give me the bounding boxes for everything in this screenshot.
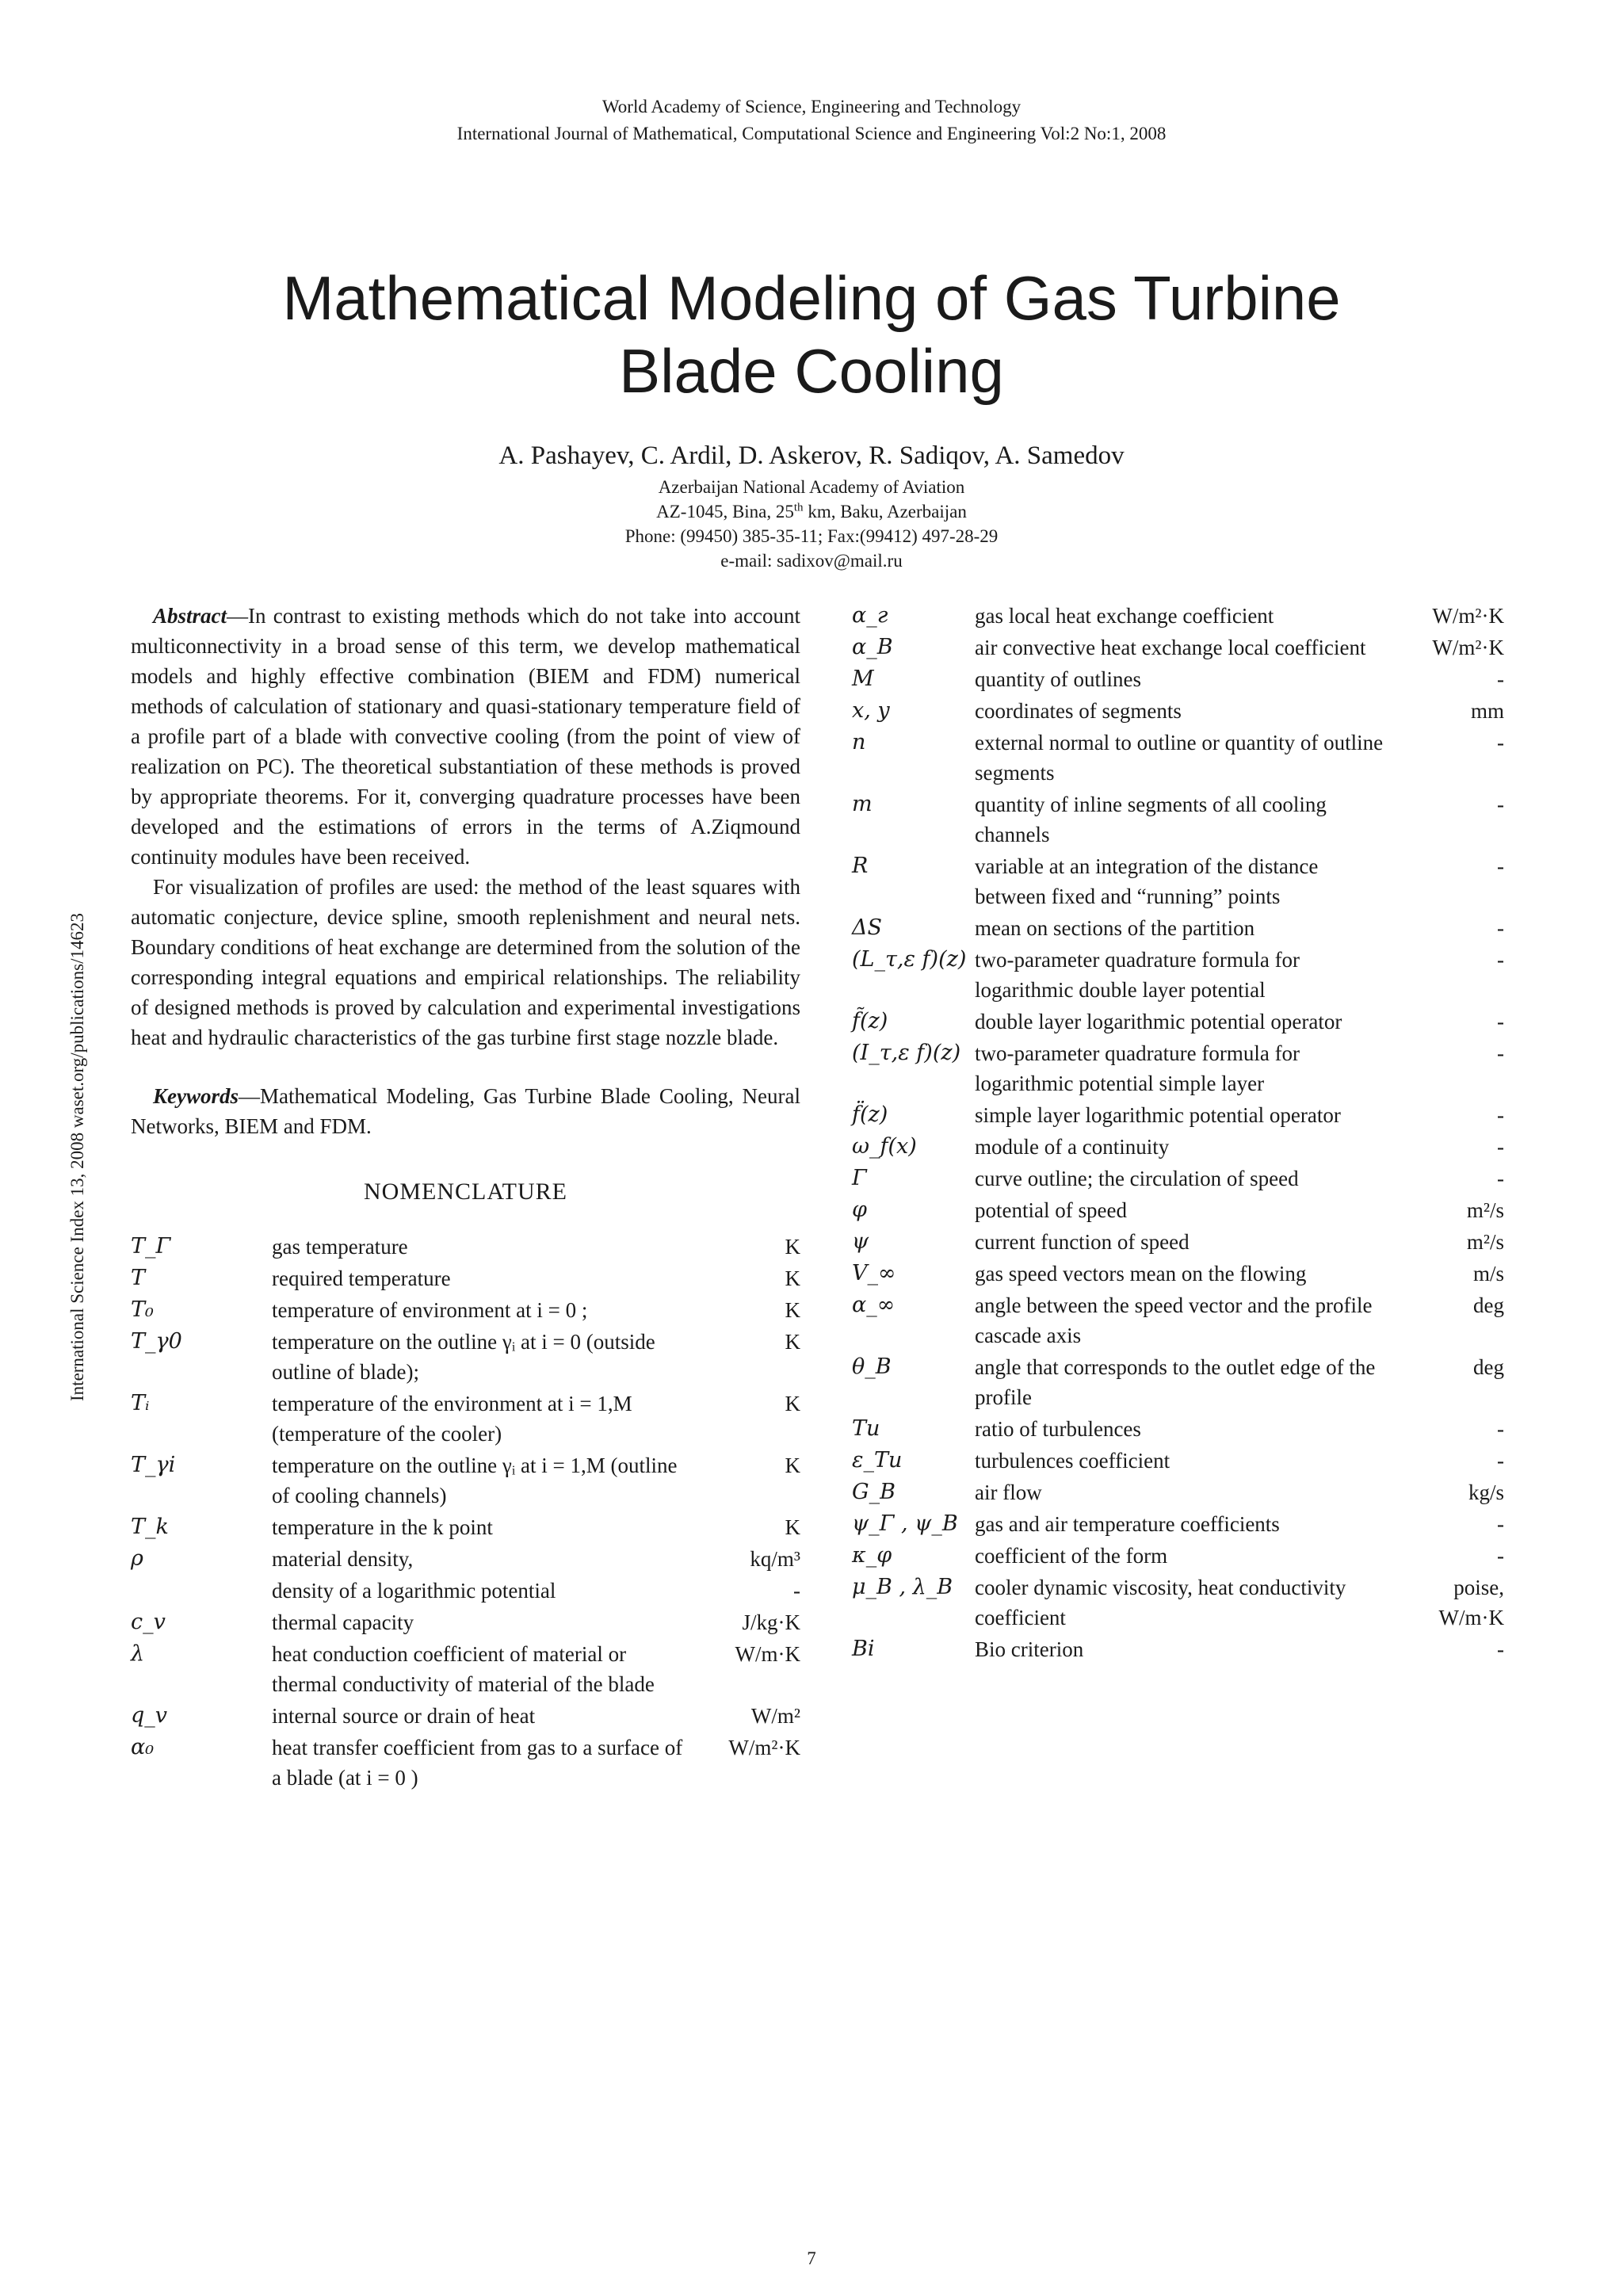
nomenclature-unit: - [1497,1103,1504,1127]
nomenclature-sym: T_k [131,1515,169,1539]
nomenclature-sym: ΔS [852,915,882,940]
nomenclature-desc: module of a continuity [975,1135,1170,1159]
nomenclature-sym: Tᵢ [131,1391,150,1415]
nomenclature-unit: K [785,1392,800,1415]
nomenclature-desc: temperature on the outline γᵢ at i = 0 (outside outline of blade); [272,1330,655,1384]
nomenclature-row [852,1414,1504,1444]
nomenclature-desc: temperature of the environment at i = 1,M (temperature of the cooler) [272,1392,632,1446]
nomenclature-desc: heat transfer coefficient from gas to a surface of a blade (at i = 0 ) [272,1736,683,1790]
nomenclature-row [131,1733,800,1793]
nomenclature-unit: - [1497,916,1504,940]
nomenclature-sym: f̃(z) [852,1009,888,1033]
nomenclature-desc: gas temperature [272,1235,408,1259]
nomenclature-desc: required temperature [272,1266,451,1290]
journal-header-line1: World Academy of Science, Engineering and Technology [601,97,1022,117]
nomenclature-desc: simple layer logarithmic potential operator [975,1103,1341,1127]
nomenclature-sym: Γ [852,1166,867,1190]
nomenclature-row [852,696,1504,726]
nomenclature-row [131,1512,800,1542]
nomenclature-unit: - [1497,731,1504,755]
nomenclature-sym: R [852,854,869,878]
nomenclature-row [852,1572,1504,1633]
nomenclature-desc: turbulences coefficient [975,1449,1170,1473]
nomenclature-unit: - [1497,1135,1504,1159]
nomenclature-desc: material density, [272,1547,414,1571]
nomenclature-unit: - [793,1579,800,1603]
nomenclature-row [131,1232,800,1262]
nomenclature-unit: K [785,1515,800,1539]
nomenclature-unit: - [1497,1544,1504,1568]
nomenclature-row [852,913,1504,943]
nomenclature-sym: φ [852,1198,867,1222]
nomenclature-sym: x, y [852,698,890,723]
nomenclature-desc: two-parameter quadrature formula for logarithmic potential simple layer [975,1041,1300,1095]
nomenclature-row [852,1195,1504,1225]
nomenclature-row [852,1352,1504,1412]
nomenclature-sym: n [852,730,866,755]
nomenclature-desc: temperature in the k point [272,1515,493,1539]
paper-title-line2: Blade Cooling [619,336,1004,406]
nomenclature-desc: curve outline; the circulation of speed [975,1167,1299,1190]
nomenclature-row [131,1295,800,1325]
abstract-paragraph-2: For visualization of profiles are used: the method of the least squares with automatic conjecture, device spline, smooth replenishment and neural nets. Boundary conditions of heat exchange are determined from the solution of the corresponding integral equations and empirical relationships. The reliability of designed methods is proved by calculation and experimental investigations heat and hydraulic characteristics of the gas turbine first stage nozzle blade. [131,875,800,1049]
nomenclature-desc: mean on sections of the partition [975,916,1255,940]
nomenclature-unit: - [1497,1041,1504,1065]
nomenclature-row [131,1607,800,1637]
nomenclature-unit: W/m·K [735,1642,800,1666]
nomenclature-sym: f̈(z) [852,1102,888,1127]
nomenclature-unit: - [1497,1010,1504,1033]
affiliation-address [0,499,1623,524]
nomenclature-left-list [131,1232,800,1793]
nomenclature-sym: μ_B , λ_B [852,1575,953,1599]
nomenclature-unit: J/kg·K [742,1610,800,1634]
nomenclature-row [852,1290,1504,1350]
nomenclature-desc: variable at an integration of the distance between fixed and “running” points [975,854,1319,908]
nomenclature-unit: kg/s [1468,1480,1504,1504]
affiliation-phone: Phone: (99450) 385-35-11; Fax:(99412) 497-28-29 [624,526,999,546]
nomenclature-desc: gas speed vectors mean on the flowing [975,1262,1307,1286]
nomenclature-sym: ψ [852,1229,869,1254]
nomenclature-sym: ε_Tu [852,1448,903,1473]
address-post: km, Baku, Azerbaijan [803,502,967,521]
paper-title [0,262,1623,407]
nomenclature-sym: λ [131,1641,145,1666]
keywords-label: Keywords [153,1084,239,1108]
nomenclature-unit: - [1497,1512,1504,1536]
nomenclature-row [852,1100,1504,1130]
nomenclature-sym: m [852,792,873,816]
page-number: 7 [807,2248,816,2268]
nomenclature-row [852,1038,1504,1098]
nomenclature-desc: quantity of inline segments of all cooling channels [975,793,1327,846]
nomenclature-unit: - [1497,793,1504,816]
nomenclature-desc: temperature on the outline γᵢ at i = 1,M (outline of cooling channels) [272,1454,678,1507]
nomenclature-row [131,1450,800,1511]
nomenclature-sym: α_B [852,635,893,659]
nomenclature-sym: ψ_Γ , ψ_B [852,1511,958,1536]
nomenclature-unit: - [1497,854,1504,878]
nomenclature-sym: M [852,667,874,691]
nomenclature-sym: T_γ0 [131,1329,182,1354]
nomenclature-sym: Bi [852,1637,875,1661]
nomenclature-unit: m²/s [1466,1230,1504,1254]
nomenclature-sym: (L_τ,ε f)(z) [852,947,967,972]
nomenclature-sym: (I_τ,ε f)(z) [852,1041,961,1065]
nomenclature-row [852,632,1504,663]
nomenclature-unit: - [1497,1167,1504,1190]
nomenclature-sym: c_v [131,1610,166,1634]
nomenclature-unit: m/s [1472,1262,1504,1286]
nomenclature-row [131,1327,800,1387]
nomenclature-unit: - [1497,1417,1504,1441]
nomenclature-row [131,1701,800,1731]
nomenclature-desc: gas and air temperature coefficients [975,1512,1280,1536]
nomenclature-row [852,1163,1504,1194]
nomenclature-unit: - [1497,1637,1504,1661]
nomenclature-row [852,851,1504,911]
nomenclature-sym: Tu [852,1416,880,1441]
abstract-text: —In contrast to existing methods which do not take into account multiconnectivity in a broad sense of this term, we develop mathematical models and highly effective combination (BIEM and FDM) numerical methods of calculation of stationary and quasi-stationary temperature field of a profile part of a blade with convective cooling (from the point of view of realization on PC). The theoretical substantiation of these methods is proved by appropriate theorems. For it, converging quadrature processes have been developed and the estimations of errors in the terms of A.Ziqmound continuity modules have been received. [131,604,800,869]
nomenclature-unit: K [785,1235,800,1259]
nomenclature-unit: W/m² [750,1704,800,1728]
nomenclature-row [131,1389,800,1449]
affiliation-institution: Azerbaijan National Academy of Aviation [658,477,965,497]
abstract-paragraph [131,601,800,872]
nomenclature-row [852,1634,1504,1664]
nomenclature-row [852,728,1504,788]
nomenclature-desc: air convective heat exchange local coefficient [975,636,1366,659]
nomenclature-unit: - [1497,948,1504,972]
side-index-text: International Science Index 13, 2008 waset.org/publications/14623 [67,913,87,1401]
nomenclature-unit: K [785,1330,800,1354]
nomenclature-desc: coefficient of the form [975,1544,1168,1568]
left-column [131,601,800,1794]
keywords-paragraph [131,1081,800,1141]
nomenclature-desc: density of a logarithmic potential [272,1579,556,1603]
nomenclature-unit: - [1497,667,1504,691]
nomenclature-row [131,1263,800,1293]
nomenclature-desc: quantity of outlines [975,667,1141,691]
authors: A. Pashayev, C. Ardil, D. Askerov, R. Sadiqov, A. Samedov [498,441,1125,470]
nomenclature-unit: deg [1473,1355,1504,1379]
nomenclature-desc: coordinates of segments [975,699,1182,723]
journal-header-line2: International Journal of Mathematical, Computational Science and Engineering Vol:2 No:1, 2008 [456,124,1167,143]
nomenclature-unit: W/m²·K [1432,636,1504,659]
nomenclature-sym: V_∞ [852,1261,896,1286]
nomenclature-sym: T_γi [131,1453,176,1477]
nomenclature-desc: angle between the speed vector and the profile cascade axis [975,1293,1373,1347]
nomenclature-sym: κ_φ [852,1543,892,1568]
nomenclature-desc: temperature of environment at i = 0 ; [272,1298,588,1322]
nomenclature-desc: cooler dynamic viscosity, heat conductivity coefficient [975,1576,1346,1629]
nomenclature-desc: heat conduction coefficient of material or thermal conductivity of material of the blade [272,1642,655,1696]
nomenclature-unit: K [785,1454,800,1477]
nomenclature-desc: ratio of turbulences [975,1417,1141,1441]
nomenclature-row [852,664,1504,694]
nomenclature-unit: W/m²·K [1432,604,1504,628]
nomenclature-sym: α₀ [131,1735,155,1759]
nomenclature-desc: two-parameter quadrature formula for logarithmic double layer potential [975,948,1300,1002]
nomenclature-desc: current function of speed [975,1230,1190,1254]
nomenclature-row [131,1639,800,1699]
abstract-label: Abstract [153,604,227,628]
address-sup: th [793,501,804,514]
nomenclature-sym: α_г [852,603,888,628]
nomenclature-sym: T₀ [131,1297,154,1322]
nomenclature-unit: W/m²·K [728,1736,800,1759]
nomenclature-row [852,1227,1504,1257]
nomenclature-sym: T [131,1266,146,1290]
nomenclature-desc: thermal capacity [272,1610,414,1634]
nomenclature-row [852,1541,1504,1571]
address-pre: AZ-1045, Bina, 25 [656,502,794,521]
nomenclature-sym: T_Γ [131,1234,171,1259]
nomenclature-row [852,1477,1504,1507]
nomenclature-row [852,1259,1504,1289]
nomenclature-desc: air flow [975,1480,1042,1504]
nomenclature-desc: angle that corresponds to the outlet edge of the profile [975,1355,1376,1409]
nomenclature-row [852,945,1504,1005]
keywords-text: —Mathematical Modeling, Gas Turbine Blade Cooling, Neural Networks, BIEM and FDM. [131,1084,800,1138]
nomenclature-unit: kq/m³ [750,1547,800,1571]
nomenclature-unit: poise, W/m·K [1438,1576,1504,1629]
nomenclature-row [852,601,1504,631]
nomenclature-desc: potential of speed [975,1198,1127,1222]
nomenclature-desc: internal source or drain of heat [272,1704,536,1728]
nomenclature-sym: ω_f(x) [852,1134,917,1159]
paper-title-line1: Mathematical Modeling of Gas Turbine [282,263,1341,333]
nomenclature-row [852,789,1504,850]
nomenclature-sym: ρ [131,1546,143,1571]
nomenclature-unit: K [785,1266,800,1290]
nomenclature-row [852,1509,1504,1539]
nomenclature-row [852,1132,1504,1162]
nomenclature-row [852,1007,1504,1037]
nomenclature-unit: m²/s [1466,1198,1504,1222]
nomenclature-row [131,1544,800,1574]
right-column [852,601,1504,1666]
nomenclature-unit: deg [1473,1293,1504,1317]
nomenclature-desc: Bio criterion [975,1637,1084,1661]
nomenclature-desc: double layer logarithmic potential operator [975,1010,1342,1033]
nomenclature-sym: α_∞ [852,1293,896,1317]
nomenclature-heading: NOMENCLATURE [364,1179,567,1205]
nomenclature-unit: - [1497,1449,1504,1473]
nomenclature-right-list [852,601,1504,1664]
nomenclature-desc: external normal to outline or quantity of outline segments [975,731,1384,785]
nomenclature-unit: mm [1470,699,1504,723]
nomenclature-sym: q_v [131,1703,168,1728]
nomenclature-unit: K [785,1298,800,1322]
nomenclature-desc: gas local heat exchange coefficient [975,604,1274,628]
nomenclature-sym: G_B [852,1480,896,1504]
nomenclature-row [131,1576,800,1606]
affiliation-email: e-mail: sadixov@mail.ru [720,551,903,571]
nomenclature-sym: θ_B [852,1354,892,1379]
nomenclature-row [852,1446,1504,1476]
